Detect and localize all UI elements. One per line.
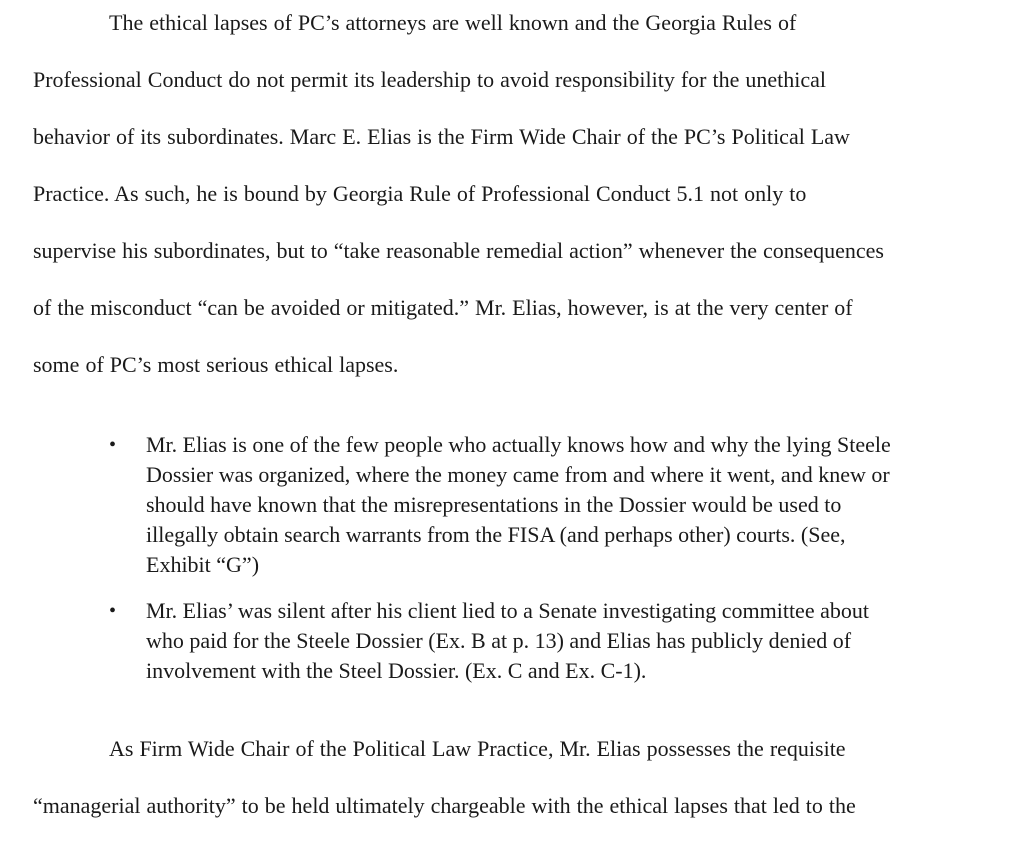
bullet-marker: • bbox=[109, 434, 117, 456]
text-line: involvement with the Steel Dossier. (Ex. C and Ex. C-1). bbox=[146, 658, 647, 683]
text-line: Exhibit “G”) bbox=[146, 552, 260, 577]
paragraph-managerial-authority bbox=[33, 720, 1008, 834]
bullet-text bbox=[146, 596, 1006, 686]
text-line: behavior of its subordinates. Marc E. Elias is the Firm Wide Chair of the PC’s Political Law bbox=[33, 124, 850, 149]
text-line: Mr. Elias is one of the few people who actually knows how and why the lying Steele bbox=[146, 432, 891, 457]
paragraph-ethical-lapses bbox=[33, 0, 1008, 393]
text-line: Mr. Elias’ was silent after his client lied to a Senate investigating committee about bbox=[146, 598, 869, 623]
bullet-text bbox=[146, 430, 1006, 580]
text-line: supervise his subordinates, but to “take reasonable remedial action” whenever the consequences bbox=[33, 238, 884, 263]
text-line: who paid for the Steele Dossier (Ex. B at p. 13) and Elias has publicly denied of bbox=[146, 628, 852, 653]
bullet-marker: • bbox=[109, 600, 117, 622]
text-line: The ethical lapses of PC’s attorneys are well known and the Georgia Rules of bbox=[109, 10, 797, 35]
text-line: “managerial authority” to be held ultimately chargeable with the ethical lapses that led to the bbox=[33, 793, 856, 818]
text-line: Practice. As such, he is bound by Georgia Rule of Professional Conduct 5.1 not only to bbox=[33, 181, 807, 206]
text-line: Professional Conduct do not permit its leadership to avoid responsibility for the unethical bbox=[33, 67, 826, 92]
text-line: of the misconduct “can be avoided or mitigated.” Mr. Elias, however, is at the very center of bbox=[33, 295, 853, 320]
text-line: some of PC’s most serious ethical lapses. bbox=[33, 352, 399, 377]
text-line: should have known that the misrepresentations in the Dossier would be used to bbox=[146, 492, 842, 517]
text-line: illegally obtain search warrants from the FISA (and perhaps other) courts. (See, bbox=[146, 522, 846, 547]
text-line: Dossier was organized, where the money came from and where it went, and knew or bbox=[146, 462, 890, 487]
text-line: As Firm Wide Chair of the Political Law Practice, Mr. Elias possesses the requisite bbox=[109, 736, 846, 761]
